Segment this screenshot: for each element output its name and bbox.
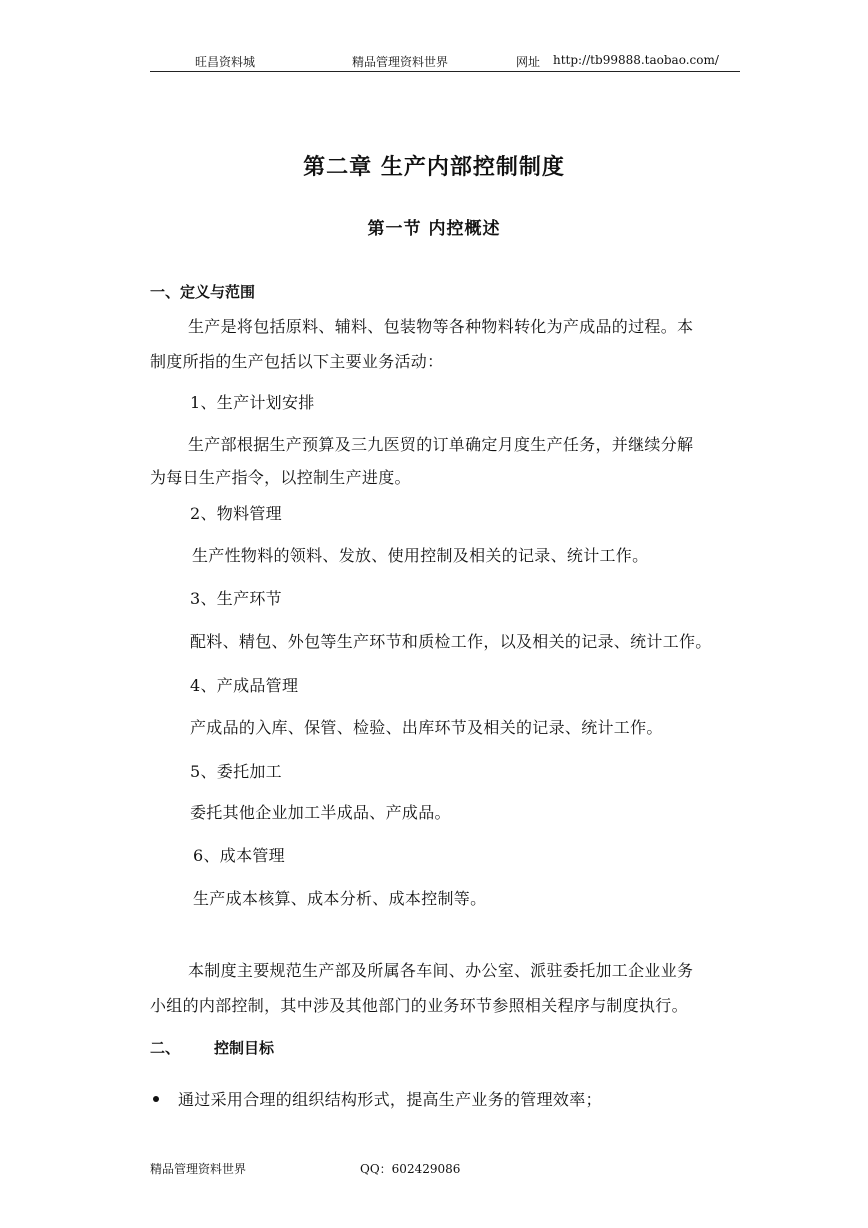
header-site-name: 旺昌资料城 bbox=[195, 55, 256, 69]
item-title: 2、物料管理 bbox=[190, 504, 282, 523]
part1-intro-line1: 生产是将包括原料、辅料、包装物等各种物料转化为产成品的过程。本 bbox=[188, 317, 694, 336]
scope-line2: 小组的内部控制，其中涉及其他部门的业务环节参照相关程序与制度执行。 bbox=[150, 996, 688, 1015]
header-divider bbox=[150, 71, 740, 72]
header-url-label: 网址 bbox=[516, 55, 541, 69]
item-title: 1、生产计划安排 bbox=[190, 393, 315, 412]
part1-intro-line2: 制度所指的生产包括以下主要业务活动： bbox=[150, 352, 444, 371]
item-desc: 配料、精包、外包等生产环节和质检工作，以及相关的记录、统计工作。 bbox=[190, 632, 712, 651]
item-desc: 委托其他企业加工半成品、产成品。 bbox=[190, 803, 451, 822]
item-desc: 生产部根据生产预算及三九医贸的订单确定月度生产任务，并继续分解 bbox=[188, 435, 694, 454]
scope-line1: 本制度主要规范生产部及所属各车间、办公室、派驻委托加工企业业务 bbox=[188, 961, 694, 980]
chapter-title: 第二章 生产内部控制制度 bbox=[303, 155, 565, 180]
item-desc: 为每日生产指令，以控制生产进度。 bbox=[150, 468, 411, 487]
item-title: 6、成本管理 bbox=[193, 846, 285, 865]
footer-qq: QQ：602429086 bbox=[360, 1162, 461, 1176]
bullet-text: 通过采用合理的组织结构形式，提高生产业务的管理效率； bbox=[178, 1090, 602, 1109]
part1-heading: 一、定义与范围 bbox=[150, 283, 256, 301]
item-desc: 产成品的入库、保管、检验、出库环节及相关的记录、统计工作。 bbox=[190, 718, 663, 737]
part2-heading: 控制目标 bbox=[214, 1039, 275, 1057]
item-desc: 生产性物料的领料、发放、使用控制及相关的记录、统计工作。 bbox=[192, 546, 649, 565]
item-title: 4、产成品管理 bbox=[190, 676, 299, 695]
header-center-title: 精品管理资料世界 bbox=[352, 55, 449, 69]
part2-number: 二、 bbox=[150, 1039, 181, 1057]
header-url-link[interactable]: http://tb99888.taobao.com/ bbox=[553, 53, 719, 67]
footer-left: 精品管理资料世界 bbox=[150, 1162, 247, 1176]
item-title: 5、委托加工 bbox=[190, 762, 282, 781]
item-desc: 生产成本核算、成本分析、成本控制等。 bbox=[193, 889, 487, 908]
section-title: 第一节 内控概述 bbox=[367, 219, 501, 239]
item-title: 3、生产环节 bbox=[190, 589, 282, 608]
bullet-icon bbox=[153, 1096, 159, 1102]
